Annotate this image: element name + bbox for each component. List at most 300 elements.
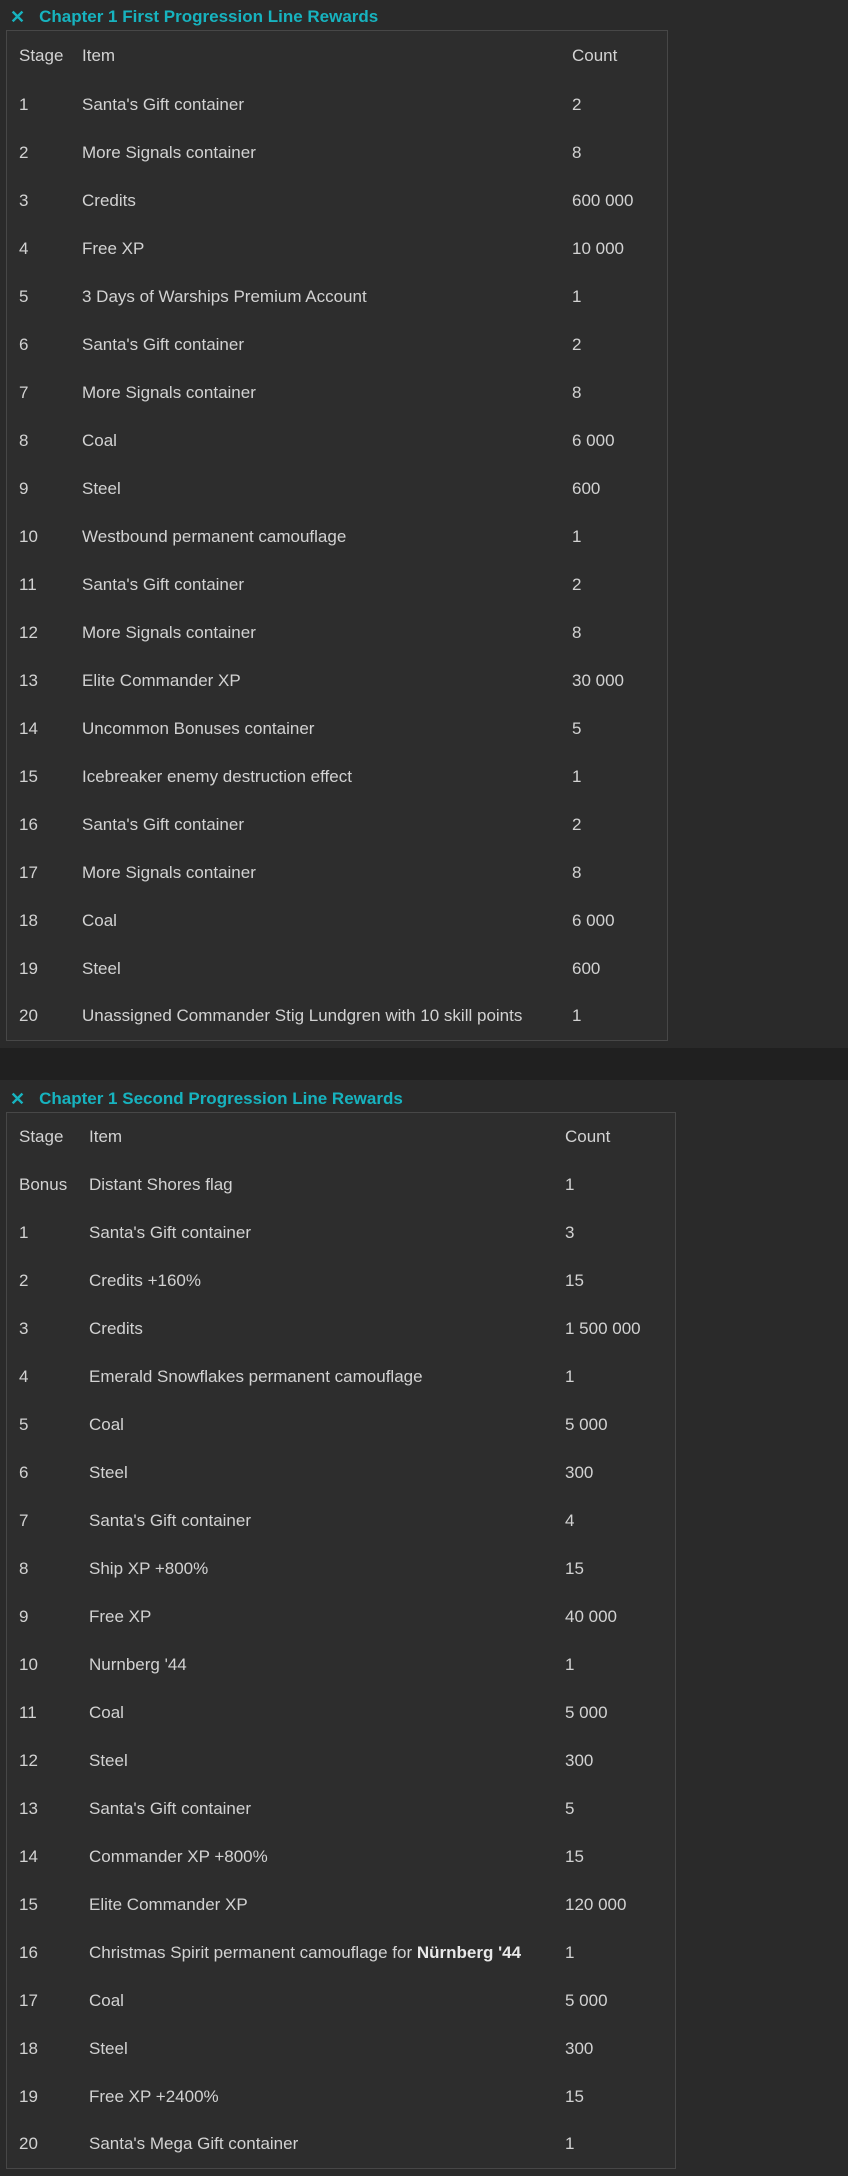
item-cell <box>76 705 572 753</box>
table-row <box>7 849 668 897</box>
table-header-row <box>7 31 668 81</box>
second-progression-panel <box>0 1080 848 2176</box>
item-cell <box>83 1833 565 1881</box>
table-row <box>7 993 668 1041</box>
item-cell-text: Free XP <box>82 238 145 258</box>
stage-cell-text: 1 <box>19 1222 29 1242</box>
item-cell-text: Elite Commander XP <box>82 670 241 690</box>
header-item: Item <box>82 45 116 65</box>
table-row <box>7 273 668 321</box>
item-cell <box>83 1785 565 1833</box>
stage-cell <box>7 465 77 513</box>
stage-cell-text: 7 <box>19 1510 29 1530</box>
stage-cell-text: 6 <box>19 1462 29 1482</box>
stage-cell <box>7 81 77 129</box>
count-cell <box>572 177 668 225</box>
count-cell <box>565 1257 676 1305</box>
item-cell <box>76 657 572 705</box>
table-row <box>7 1401 676 1449</box>
item-cell-text: Ship XP +800% <box>89 1558 209 1578</box>
count-cell <box>565 1929 676 1977</box>
stage-cell <box>7 1449 84 1497</box>
item-cell <box>83 2073 565 2121</box>
stage-cell <box>7 273 77 321</box>
item-cell-text: Santa's Gift container <box>89 1510 251 1530</box>
table-row <box>7 609 668 657</box>
item-cell <box>83 1737 565 1785</box>
item-cell-text: Credits <box>89 1318 143 1338</box>
item-cell <box>76 945 572 993</box>
stage-cell-text: 3 <box>19 1318 29 1338</box>
table-header-row <box>7 1113 676 1161</box>
stage-cell <box>7 1929 84 1977</box>
collapse-close-icon[interactable]: ✕ <box>10 6 26 27</box>
table-row <box>7 801 668 849</box>
count-cell-text: 40 000 <box>565 1606 617 1626</box>
table-row <box>7 1353 676 1401</box>
count-cell <box>565 2121 676 2169</box>
table-row <box>7 321 668 369</box>
count-cell <box>572 513 668 561</box>
count-cell-text: 8 <box>572 382 582 402</box>
stage-cell <box>7 705 77 753</box>
table-row <box>7 1977 676 2025</box>
table-row <box>7 705 668 753</box>
count-cell-text: 1 <box>572 526 582 546</box>
count-cell <box>572 945 668 993</box>
table-row <box>7 1305 676 1353</box>
item-cell <box>83 1353 565 1401</box>
stage-cell-text: 15 <box>19 766 38 786</box>
stage-cell <box>7 225 77 273</box>
stage-cell <box>7 1161 84 1209</box>
stage-cell <box>7 609 77 657</box>
stage-cell-text: 2 <box>19 142 29 162</box>
count-cell-text: 1 <box>565 1654 575 1674</box>
count-cell <box>565 1977 676 2025</box>
item-cell <box>76 801 572 849</box>
item-cell-text: Credits <box>82 190 136 210</box>
item-cell-text: Nurnberg '44 <box>89 1654 187 1674</box>
item-cell <box>76 273 572 321</box>
item-cell-text: Steel <box>82 478 121 498</box>
header-stage: Stage <box>19 1126 64 1146</box>
count-cell <box>565 1161 676 1209</box>
stage-cell <box>7 1593 84 1641</box>
stage-cell <box>7 1785 84 1833</box>
count-cell <box>572 993 668 1041</box>
count-cell <box>572 273 668 321</box>
count-cell-text: 600 000 <box>572 190 634 210</box>
stage-cell <box>7 1257 84 1305</box>
count-cell <box>565 1497 676 1545</box>
item-cell-text: Credits +160% <box>89 1270 201 1290</box>
item-cell-text: Santa's Mega Gift container <box>89 2134 299 2154</box>
count-cell <box>572 369 668 417</box>
count-cell <box>572 849 668 897</box>
stage-cell <box>7 801 77 849</box>
stage-cell <box>7 993 77 1041</box>
stage-cell-text: 17 <box>19 862 38 882</box>
stage-cell <box>7 417 77 465</box>
item-cell-text: More Signals container <box>82 862 256 882</box>
item-cell-text: Steel <box>82 958 121 978</box>
item-cell-text: Steel <box>89 1750 128 1770</box>
count-cell-text: 2 <box>572 94 582 114</box>
stage-cell-text: Bonus <box>19 1174 68 1194</box>
count-cell <box>572 561 668 609</box>
stage-cell <box>7 1305 84 1353</box>
item-cell <box>76 369 572 417</box>
stage-cell-text: 5 <box>19 1414 29 1434</box>
table-row <box>7 1209 676 1257</box>
count-cell-text: 300 <box>565 2038 594 2058</box>
item-cell <box>83 1929 565 1977</box>
ship-name-bold: Nürnberg '44 <box>416 1942 522 1962</box>
count-cell-text: 300 <box>565 1462 594 1482</box>
count-cell-text: 6 000 <box>572 910 615 930</box>
table-row <box>7 1545 676 1593</box>
count-cell-text: 3 <box>565 1222 575 1242</box>
count-cell-text: 6 000 <box>572 430 615 450</box>
table-row <box>7 129 668 177</box>
count-cell-text: 1 <box>565 1174 575 1194</box>
stage-cell-text: 8 <box>19 1558 29 1578</box>
item-cell-text: Icebreaker enemy destruction effect <box>82 766 352 786</box>
stage-cell-text: 5 <box>19 286 29 306</box>
stage-cell-text: 11 <box>19 1702 37 1722</box>
count-cell <box>572 753 668 801</box>
stage-cell-text: 15 <box>19 1894 38 1914</box>
item-cell-text: Steel <box>89 1462 128 1482</box>
count-cell <box>565 1353 676 1401</box>
item-cell-text: Westbound permanent camouflage <box>82 526 347 546</box>
table-row <box>7 1929 676 1977</box>
stage-cell <box>7 321 77 369</box>
count-cell-text: 300 <box>565 1750 594 1770</box>
stage-cell <box>7 753 77 801</box>
count-cell-text: 600 <box>572 958 601 978</box>
count-cell-text: 1 500 000 <box>565 1318 641 1338</box>
stage-cell-text: 4 <box>19 1366 29 1386</box>
item-cell <box>76 561 572 609</box>
item-cell-text: Coal <box>82 430 117 450</box>
item-cell-text: Coal <box>89 1702 124 1722</box>
item-cell-text: Santa's Gift container <box>82 814 244 834</box>
table-row <box>7 945 668 993</box>
count-cell <box>565 1545 676 1593</box>
count-cell-text: 15 <box>565 1558 584 1578</box>
stage-cell-text: 13 <box>19 1798 38 1818</box>
count-cell <box>572 465 668 513</box>
count-cell-text: 15 <box>565 1270 584 1290</box>
stage-cell-text: 10 <box>19 526 38 546</box>
header-item: Item <box>89 1126 123 1146</box>
count-cell <box>572 417 668 465</box>
table-row <box>7 369 668 417</box>
count-cell-text: 4 <box>565 1510 575 1530</box>
item-cell <box>83 1881 565 1929</box>
table-row <box>7 657 668 705</box>
table-row <box>7 225 668 273</box>
item-cell-text: More Signals container <box>82 622 256 642</box>
stage-cell-text: 1 <box>19 94 29 114</box>
table-row <box>7 1641 676 1689</box>
count-cell-text: 120 000 <box>565 1894 627 1914</box>
item-cell-text: Unassigned Commander Stig Lundgren with 10 skill points <box>82 1006 523 1026</box>
item-cell-text: Commander XP +800% <box>89 1846 268 1866</box>
first-progression-panel <box>0 0 848 1048</box>
rewards-table <box>6 1112 676 2169</box>
item-cell-text: More Signals container <box>82 382 256 402</box>
stage-cell <box>7 1353 84 1401</box>
count-cell <box>565 1305 676 1353</box>
item-cell <box>76 897 572 945</box>
stage-cell <box>7 561 77 609</box>
stage-cell-text: 14 <box>19 1846 38 1866</box>
item-cell <box>76 225 572 273</box>
table-row <box>7 753 668 801</box>
stage-cell <box>7 2073 84 2121</box>
stage-cell-text: 16 <box>19 814 38 834</box>
count-cell-text: 5 000 <box>565 1702 608 1722</box>
count-cell-text: 600 <box>572 478 601 498</box>
stage-cell <box>7 2121 84 2169</box>
item-cell <box>83 1545 565 1593</box>
count-cell-text: 1 <box>572 286 582 306</box>
item-cell-text: Coal <box>82 910 117 930</box>
stage-cell <box>7 1833 84 1881</box>
item-cell-text: Santa's Gift container <box>89 1222 251 1242</box>
table-row <box>7 513 668 561</box>
stage-cell-text: 9 <box>19 478 29 498</box>
count-cell <box>565 1833 676 1881</box>
count-cell-text: 5 000 <box>565 1414 608 1434</box>
item-cell <box>76 417 572 465</box>
table-row <box>7 1737 676 1785</box>
count-cell-text: 10 000 <box>572 238 624 258</box>
stage-cell-text: 16 <box>19 1942 38 1962</box>
count-cell <box>565 1593 676 1641</box>
item-cell-text: Free XP <box>89 1606 152 1626</box>
stage-cell-text: 4 <box>19 238 29 258</box>
count-cell-text: 2 <box>572 334 582 354</box>
count-cell-text: 2 <box>572 574 582 594</box>
panel-title-text: Chapter 1 Second Progression Line Rewards <box>39 1089 403 1108</box>
count-cell-text: 5 <box>565 1798 575 1818</box>
item-cell <box>76 465 572 513</box>
header-count: Count <box>572 45 618 65</box>
item-cell <box>83 1161 565 1209</box>
item-cell-text: Emerald Snowflakes permanent camouflage <box>89 1366 423 1386</box>
item-cell-text: Christmas Spirit permanent camouflage for <box>89 1942 417 1962</box>
stage-cell-text: 18 <box>19 2038 38 2058</box>
item-cell <box>83 2025 565 2073</box>
stage-cell-text: 9 <box>19 1606 29 1626</box>
item-cell <box>83 1497 565 1545</box>
item-cell <box>83 1593 565 1641</box>
count-cell-text: 15 <box>565 1846 584 1866</box>
stage-cell-text: 20 <box>19 1006 38 1026</box>
item-cell <box>83 1977 565 2025</box>
count-cell <box>565 1689 676 1737</box>
item-cell-text: 3 Days of Warships Premium Account <box>82 286 367 306</box>
item-cell <box>76 81 572 129</box>
stage-cell-text: 18 <box>19 910 38 930</box>
stage-cell-text: 12 <box>19 1750 38 1770</box>
stage-cell <box>7 513 77 561</box>
item-cell-text: Steel <box>89 2038 128 2058</box>
stage-cell-text: 7 <box>19 382 29 402</box>
item-cell-text: Santa's Gift container <box>82 94 244 114</box>
stage-cell <box>7 1881 84 1929</box>
item-cell-text: More Signals container <box>82 142 256 162</box>
item-cell-text: Uncommon Bonuses container <box>82 718 315 738</box>
count-cell-text: 1 <box>572 766 582 786</box>
stage-cell <box>7 1689 84 1737</box>
count-cell <box>565 1449 676 1497</box>
stage-cell-text: 6 <box>19 334 29 354</box>
stage-cell <box>7 1641 84 1689</box>
count-cell-text: 1 <box>565 1366 575 1386</box>
stage-cell-text: 19 <box>19 958 38 978</box>
stage-cell-text: 20 <box>19 2134 38 2154</box>
table-row <box>7 81 668 129</box>
count-cell <box>572 897 668 945</box>
count-cell <box>565 1737 676 1785</box>
item-cell <box>76 129 572 177</box>
table-row <box>7 1785 676 1833</box>
stage-cell-text: 17 <box>19 1990 38 2010</box>
item-cell <box>76 993 572 1041</box>
stage-cell <box>7 1209 84 1257</box>
table-row <box>7 897 668 945</box>
count-cell-text: 15 <box>565 2086 584 2106</box>
item-cell <box>76 609 572 657</box>
item-cell-text: Santa's Gift container <box>89 1798 251 1818</box>
count-cell <box>565 1785 676 1833</box>
table-row <box>7 2121 676 2169</box>
table-row <box>7 1257 676 1305</box>
item-cell <box>76 753 572 801</box>
rewards-table <box>6 30 668 1041</box>
panel-title[interactable] <box>10 5 378 29</box>
stage-cell <box>7 177 77 225</box>
item-cell <box>83 1641 565 1689</box>
table-row <box>7 1593 676 1641</box>
count-cell <box>572 129 668 177</box>
item-cell <box>83 1689 565 1737</box>
count-cell <box>572 321 668 369</box>
table-row <box>7 2073 676 2121</box>
table-row <box>7 1689 676 1737</box>
count-cell-text: 8 <box>572 622 582 642</box>
stage-cell <box>7 849 77 897</box>
table-row <box>7 1497 676 1545</box>
stage-cell <box>7 1977 84 2025</box>
item-cell-text: Coal <box>89 1414 124 1434</box>
item-cell <box>76 321 572 369</box>
item-cell <box>83 1305 565 1353</box>
count-cell-text: 1 <box>572 1006 582 1026</box>
item-cell <box>76 513 572 561</box>
count-cell-text: 30 000 <box>572 670 624 690</box>
stage-cell-text: 11 <box>19 574 37 594</box>
count-cell <box>572 801 668 849</box>
item-cell-text: Distant Shores flag <box>89 1174 233 1194</box>
count-cell <box>572 609 668 657</box>
count-cell <box>565 2025 676 2073</box>
header-stage: Stage <box>19 45 64 65</box>
count-cell <box>572 705 668 753</box>
count-cell <box>572 225 668 273</box>
stage-cell <box>7 1737 84 1785</box>
item-cell-text: Coal <box>89 1990 124 2010</box>
item-cell-text: Free XP +2400% <box>89 2086 219 2106</box>
item-cell <box>83 1209 565 1257</box>
item-cell <box>83 1257 565 1305</box>
item-cell <box>76 849 572 897</box>
table-row <box>7 465 668 513</box>
stage-cell <box>7 1497 84 1545</box>
panel-title-text: Chapter 1 First Progression Line Rewards <box>39 7 379 26</box>
panel-title[interactable] <box>10 1087 403 1111</box>
count-cell-text: 1 <box>565 2134 575 2154</box>
stage-cell-text: 8 <box>19 430 29 450</box>
collapse-close-icon[interactable]: ✕ <box>10 1088 26 1109</box>
stage-cell <box>7 897 77 945</box>
item-cell <box>83 2121 565 2169</box>
count-cell-text: 8 <box>572 862 582 882</box>
stage-cell <box>7 657 77 705</box>
count-cell <box>572 81 668 129</box>
table-row <box>7 2025 676 2073</box>
count-cell-text: 2 <box>572 814 582 834</box>
item-cell-text: Santa's Gift container <box>82 574 244 594</box>
item-cell-text: Santa's Gift container <box>82 334 244 354</box>
table-row <box>7 177 668 225</box>
count-cell-text: 1 <box>565 1942 575 1962</box>
stage-cell-text: 19 <box>19 2086 38 2106</box>
item-cell-text: Elite Commander XP <box>89 1894 248 1914</box>
stage-cell-text: 12 <box>19 622 38 642</box>
stage-cell <box>7 1545 84 1593</box>
count-cell-text: 5 <box>572 718 582 738</box>
table-row <box>7 1833 676 1881</box>
table-row <box>7 561 668 609</box>
count-cell-text: 8 <box>572 142 582 162</box>
stage-cell-text: 2 <box>19 1270 29 1290</box>
item-cell <box>83 1449 565 1497</box>
stage-cell <box>7 2025 84 2073</box>
count-cell <box>565 2073 676 2121</box>
count-cell <box>572 657 668 705</box>
table-row <box>7 1881 676 1929</box>
item-cell <box>76 177 572 225</box>
count-cell <box>565 1641 676 1689</box>
header-count: Count <box>565 1126 611 1146</box>
stage-cell <box>7 1401 84 1449</box>
stage-cell-text: 3 <box>19 190 29 210</box>
count-cell <box>565 1209 676 1257</box>
stage-cell-text: 10 <box>19 1654 38 1674</box>
table-row <box>7 1161 676 1209</box>
stage-cell <box>7 129 77 177</box>
item-cell <box>83 1401 565 1449</box>
count-cell <box>565 1881 676 1929</box>
count-cell <box>565 1401 676 1449</box>
stage-cell <box>7 369 77 417</box>
